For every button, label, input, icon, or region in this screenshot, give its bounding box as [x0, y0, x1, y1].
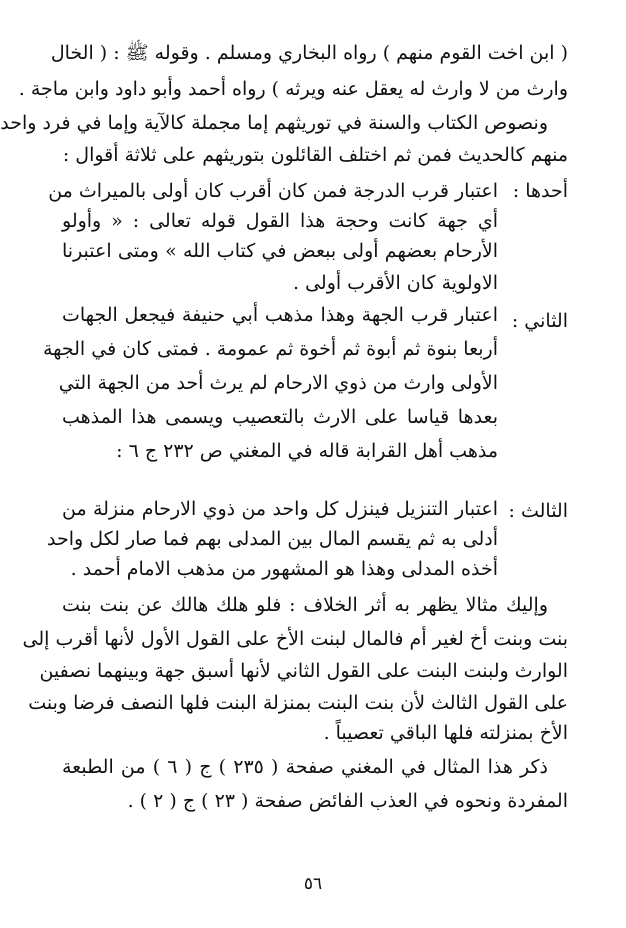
example-line-1: وإليك مثالا يظهر به أثر الخلاف : فلو هلك هالك عن بنت بنت: [62, 594, 548, 616]
texts-line-2: منهم كالحديث فمن ثم اختلف القائلون بتوريثهم على ثلاثة أقوال :: [62, 144, 568, 166]
opinion-1-line-4: الاولوية كان الأقرب أولى .: [292, 272, 498, 294]
reference-line-2: المفردة ونحوه في العذب الفائض صفحة ( ٢٣ ) ج ( ٢ ) .: [127, 790, 568, 812]
example-line-3: الوارث ولبنت البنت على القول الثاني لأنها أسبق جهة وبينهما نصفين: [39, 660, 568, 682]
opinion-2-line-1: اعتبار قرب الجهة وهذا مذهب أبي حنيفة فيجعل الجهات: [62, 304, 498, 326]
intro-line-2: وارث من لا وارث له يعقل عنه ويرثه ) رواه أحمد وأبو داود وابن ماجة .: [18, 78, 568, 100]
reference-line-1: ذكر هذا المثال في المغني صفحة ( ٢٣٥ ) ج ( ٦ ) من الطبعة: [62, 756, 548, 778]
opinion-2-line-2: أربعا بنوة ثم أبوة ثم أخوة ثم عمومة . فمتى كان في الجهة: [42, 338, 498, 360]
opinion-1-line-1: اعتبار قرب الدرجة فمن كان أقرب كان أولى بالميراث من: [48, 180, 498, 202]
opinion-1-line-3: الأرحام بعضهم أولى ببعض في كتاب الله » ومتى اعتبرنا: [62, 240, 498, 262]
opinion-3-line-2: أدلى به ثم يقسم المال بين المدلى بهم فما صار لكل واحد: [47, 528, 498, 550]
opinion-2-line-3: الأولى وارث من ذوي الارحام لم يرث أحد من الجهة التي: [58, 372, 498, 394]
opinion-2-label: الثاني :: [511, 310, 568, 332]
intro-line-1: ( ابن اخت القوم منهم ) رواه البخاري ومسلم . وقوله ﷺ : ( الخال: [50, 42, 568, 64]
example-line-4: على القول الثالث لأن بنت البنت بمنزلة البنت فلها النصف فرضا وبنت: [28, 692, 568, 714]
texts-line-1: ونصوص الكتاب والسنة في توريثهم إما مجملة كالآية وإما في فرد واحد: [0, 112, 548, 134]
example-line-5: الأخ بمنزلته فلها الباقي تعصيباً .: [323, 722, 568, 744]
opinion-3-line-1: اعتبار التنزيل فينزل كل واحد من ذوي الارحام منزلة من: [62, 498, 498, 520]
opinion-2-line-5: مذهب أهل القرابة قاله في المغني ص ٢٣٢ ج ٦ :: [116, 440, 498, 462]
opinion-3-label: الثالث :: [508, 500, 568, 522]
page-number: ٥٦: [303, 874, 323, 894]
opinion-1-line-2: أي جهة كانت وحجة هذا القول قوله تعالى : « وأولو: [62, 210, 498, 232]
opinion-1-label: أحدها :: [512, 180, 568, 202]
opinion-2-line-4: بعدها قياسا على الارث بالتعصيب ويسمى هذا المذهب: [62, 406, 498, 428]
opinion-3-line-3: أخذه المدلى وهذا هو المشهور من مذهب الامام أحمد .: [70, 558, 498, 580]
example-line-2: بنت وبنت أخ لغير أم فالمال لبنت الأخ على القول الأول لأنها أقرب إلى: [22, 628, 568, 650]
